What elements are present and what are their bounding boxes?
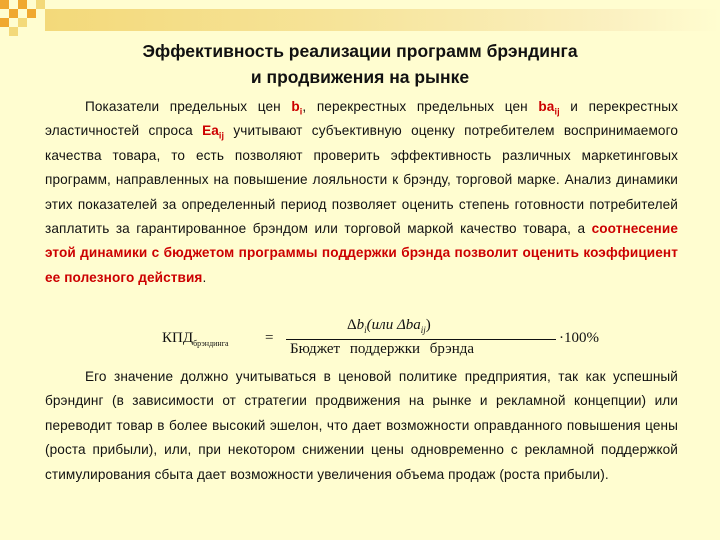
deco-square — [18, 0, 27, 9]
deco-square — [0, 18, 9, 27]
paragraph-conclusion: Его значение должно учитываться в ценовой политике предприятия, так как успешный брэндинг (в зависимости от стратегии продвижения на рынке и рекламной концепции) или переводит товар в более высокий эшелон, что дает возможности оправданного повышения цены (роста прибыли), или, при некотором снижении цены одновременно с рекламной поддержкой стимулирования сбыта дает возможности увеличения объема продаж (роста прибыли). — [45, 369, 678, 482]
deco-square — [36, 0, 45, 9]
paragraph-intro — [45, 95, 678, 290]
text-run: . — [202, 269, 207, 285]
header-decoration — [0, 0, 720, 40]
efficiency-formula — [162, 317, 599, 361]
deco-square — [27, 9, 36, 18]
formula-denominator: Бюджет поддержки брэнда — [290, 341, 475, 357]
symbol-b: $b_i$ — [291, 99, 303, 117]
formula-equals: = — [265, 330, 274, 346]
deco-square — [9, 27, 18, 36]
symbol-ba: $ba_{ij}$ — [538, 99, 560, 117]
deco-square — [0, 0, 9, 9]
deco-square — [18, 18, 27, 27]
title-line-2: и продвижения на рынке — [250, 67, 470, 87]
text-run: Показатели предельных цен — [85, 99, 292, 114]
highlighted-text: соотнесение этой динамики с бюджетом программы поддержки брэнда позволит оценить коэффициент ее полезного действия — [45, 221, 678, 285]
text-run: , перекрестных предельных цен — [302, 99, 539, 114]
formula-lhs: $КПД_{брэндинга}$ — [162, 330, 229, 348]
slide-title — [0, 38, 720, 90]
title-line-1: Эффективность реализации программ брэндинга — [142, 41, 578, 61]
text-run: учитывают субъективную оценку потребителем воспринимаемого качества товара, то есть позволяют проверить эффективность различных маркетинговых программ, направленных на повышение лояльности к брэнду, торговой марке. Анализ динамики этих показателей за определенный период позволяет оценить степень готовности потребителей заплатить за гарантированное брэндом или торговой маркой качество товара, а — [45, 123, 678, 237]
symbol-ea: $Ea_{ij}$ — [202, 123, 225, 142]
header-band — [45, 9, 720, 31]
text-run: и перекрестных эластичностей спроса — [45, 99, 678, 139]
fraction-bar — [286, 339, 556, 340]
formula-multiplier: ·100% — [559, 330, 599, 346]
formula-numerator: $\Delta b_i(или$ Δba$_{ij}$) — [347, 317, 431, 335]
deco-square — [9, 9, 18, 18]
